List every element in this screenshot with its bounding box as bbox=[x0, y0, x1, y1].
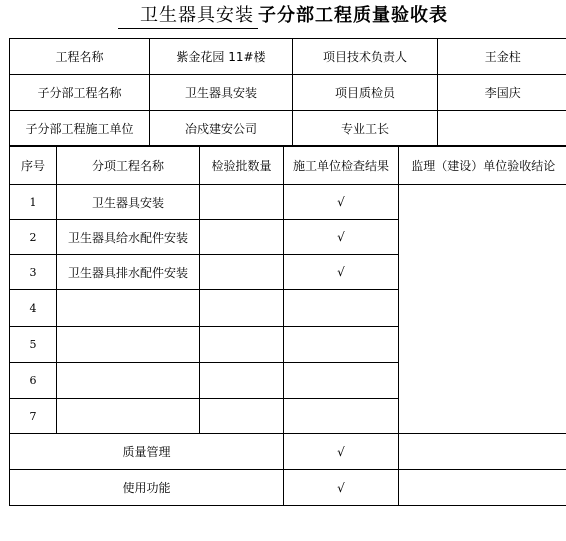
item-seq: 1 bbox=[10, 185, 57, 220]
header-seq: 序号 bbox=[10, 146, 57, 185]
summary-label: 质量管理 bbox=[10, 434, 284, 470]
item-batch bbox=[200, 255, 284, 290]
item-result bbox=[284, 290, 399, 327]
header-batch-count: 检验批数量 bbox=[200, 146, 284, 185]
item-batch bbox=[200, 290, 284, 327]
summary-result: √ bbox=[284, 470, 399, 506]
item-result bbox=[284, 363, 399, 399]
item-batch bbox=[200, 399, 284, 434]
qc-value: 李国庆 bbox=[438, 75, 566, 111]
sub-items-table bbox=[9, 145, 566, 506]
items-header-row bbox=[10, 146, 566, 185]
foreman-label: 专业工长 bbox=[293, 111, 438, 147]
header-supervisor-conclusion: 监理（建设）单位验收结论 bbox=[399, 146, 566, 185]
item-name bbox=[57, 363, 200, 399]
item-result bbox=[284, 399, 399, 434]
project-info-table bbox=[9, 38, 566, 147]
item-result: √ bbox=[284, 255, 399, 290]
sub-project-value: 卫生器具安装 bbox=[150, 75, 293, 111]
item-result: √ bbox=[284, 185, 399, 220]
contractor-label: 子分部工程施工单位 bbox=[10, 111, 150, 147]
item-seq: 4 bbox=[10, 290, 57, 327]
header-contractor-result: 施工单位检查结果 bbox=[284, 146, 399, 185]
project-name-value: 紫金花园 11#楼 bbox=[150, 39, 293, 75]
item-name: 卫生器具给水配件安装 bbox=[57, 220, 200, 255]
item-name bbox=[57, 290, 200, 327]
summary-label: 使用功能 bbox=[10, 470, 284, 506]
title-main: 子分部工程质量验收表 bbox=[258, 5, 448, 26]
title-subject: 卫生器具安装 bbox=[118, 4, 258, 29]
item-name bbox=[57, 327, 200, 363]
info-row-subproject bbox=[10, 75, 566, 111]
header-item-name: 分项工程名称 bbox=[57, 146, 200, 185]
item-seq: 3 bbox=[10, 255, 57, 290]
summary-row-quality bbox=[10, 434, 566, 470]
item-batch bbox=[200, 185, 284, 220]
item-seq: 6 bbox=[10, 363, 57, 399]
document-title bbox=[0, 4, 566, 34]
summary-row-function bbox=[10, 470, 566, 506]
summary-result: √ bbox=[284, 434, 399, 470]
item-batch bbox=[200, 363, 284, 399]
tech-lead-value: 王金柱 bbox=[438, 39, 566, 75]
summary-conclusion bbox=[399, 434, 566, 470]
table-row bbox=[10, 185, 566, 220]
item-batch bbox=[200, 220, 284, 255]
item-result: √ bbox=[284, 220, 399, 255]
supervisor-conclusion-cell bbox=[399, 185, 566, 434]
item-seq: 2 bbox=[10, 220, 57, 255]
sub-project-label: 子分部工程名称 bbox=[10, 75, 150, 111]
qc-label: 项目质检员 bbox=[293, 75, 438, 111]
item-seq: 5 bbox=[10, 327, 57, 363]
item-batch bbox=[200, 327, 284, 363]
contractor-value: 冶戍建安公司 bbox=[150, 111, 293, 147]
item-seq: 7 bbox=[10, 399, 57, 434]
item-result bbox=[284, 327, 399, 363]
info-row-contractor bbox=[10, 111, 566, 147]
item-name bbox=[57, 399, 200, 434]
info-row-project bbox=[10, 39, 566, 75]
item-name: 卫生器具安装 bbox=[57, 185, 200, 220]
item-name: 卫生器具排水配件安装 bbox=[57, 255, 200, 290]
project-name-label: 工程名称 bbox=[10, 39, 150, 75]
foreman-value bbox=[438, 111, 566, 147]
tech-lead-label: 项目技术负责人 bbox=[293, 39, 438, 75]
summary-conclusion bbox=[399, 470, 566, 506]
